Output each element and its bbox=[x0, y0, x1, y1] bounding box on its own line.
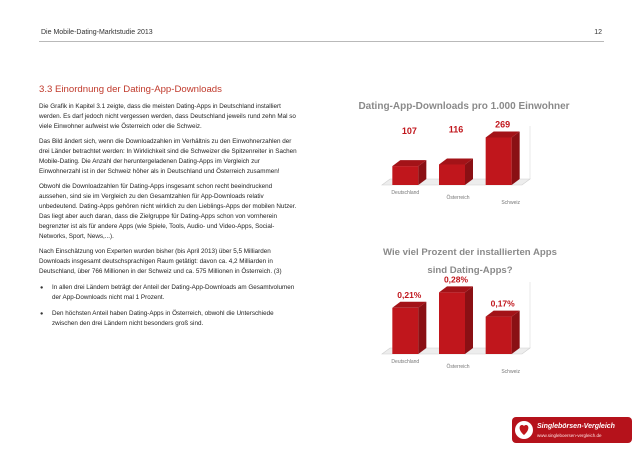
paragraph: Nach Einschätzung von Experten wurden bisher (bis April 2013) über 5,5 Milliarden Downloads insgesamt deutschsprachigen Raum getätigt: davon ca. 4,2 Milliarden in Deutschland, über 766 Millionen in der Schweiz und ca. 575 Millionen in Österreich. (3) bbox=[39, 248, 282, 275]
chart-bar bbox=[439, 292, 465, 354]
logo-url: www.singleboersen-vergleich.de bbox=[537, 433, 602, 438]
chart-bar bbox=[392, 308, 418, 354]
chart-category-label: Schweiz bbox=[501, 369, 520, 375]
chart-data-label: 0,21% bbox=[397, 289, 422, 300]
paragraph: Die Grafik in Kapitel 3.1 zeigte, dass die meisten Dating-Apps in Deutschland installiert werden. Es darf jedoch nicht vergessen werden, dass Deutschland jeweils rund zehn Mal so viele Einwohner aufweist wie Österreich oder die Schweiz. bbox=[39, 103, 296, 130]
chart1-title: Dating-App-Downloads pro 1.000 Einwohner bbox=[358, 101, 570, 112]
chart-data-label: 0,28% bbox=[443, 274, 469, 285]
chart-category-label: Österreich bbox=[446, 195, 470, 201]
chart-data-label: 0,17% bbox=[490, 298, 515, 309]
chart-data-label: 116 bbox=[448, 124, 464, 135]
paragraph: Das Bild ändert sich, wenn die Downloadzahlen im Verhältnis zu den Einwohnerzahlen der drei Länder betrachtet werden: In Wirklichkeit sind die Schweizer die Spitzenreiter in Sachen Mobile-Dating. Die Anzahl der heruntergeladenen Dating-Apps im Vergleich zur Einwohnerzahl ist in der Schweiz höher als in Deutschland und Österreich zusammen! bbox=[39, 138, 297, 175]
chart-bar-side bbox=[512, 131, 520, 185]
chart-data-label: 269 bbox=[495, 119, 511, 130]
page-header-title: Die Mobile-Dating-Marktstudie 2013 bbox=[41, 29, 153, 36]
logo-text: Singlebörsen-Vergleich bbox=[537, 423, 615, 430]
section-heading: 3.3 Einordnung der Dating-App-Downloads bbox=[39, 84, 222, 95]
footer-logo bbox=[512, 417, 632, 443]
chart-bar-side bbox=[512, 311, 520, 354]
chart-bar bbox=[486, 317, 512, 354]
chart-category-label: Schweiz bbox=[501, 200, 520, 206]
chart-bar-side bbox=[465, 286, 473, 354]
chart-bar bbox=[392, 166, 418, 185]
paragraph: Obwohl die Downloadzahlen für Dating-Apps insgesamt schon recht beeindruckend aussehen, sind sie im Vergleich zu den Gesamtzahlen für App-Downloads relativ unbedeutend. Dating-Apps gehören nicht wirklich zu den Lieblings-Apps der mobilen Nutzer. Das liegt aber auch daran, dass die Zielgruppe für Dating-Apps schon von vornherein begrenzter ist als für andere Apps (wie Spiele, Tools, Audio- und Video-Apps, Social-Networks, Sport, News,...). bbox=[39, 183, 297, 240]
chart2-title-line: sind Dating-Apps? bbox=[427, 265, 513, 276]
chart-data-label: 107 bbox=[401, 126, 417, 137]
chart2-title bbox=[340, 244, 600, 280]
chart-category-label: Österreich bbox=[446, 364, 470, 370]
chart2-title-line: Wie viel Prozent der installierten Apps bbox=[383, 247, 557, 258]
chart-bar bbox=[439, 165, 465, 185]
chart-category-label: Deutschland bbox=[391, 190, 420, 196]
chart-bar-side bbox=[418, 302, 426, 354]
bullet-item: ● In allen drei Ländern beträgt der Anteil der Dating-App-Downloads am Gesamtvolumen der App-Downloads nicht mal 1 Prozent. bbox=[52, 283, 301, 303]
chart-bar bbox=[486, 137, 512, 185]
bullet-list bbox=[39, 283, 301, 329]
chart2 bbox=[372, 274, 572, 380]
chart-category-label: Deutschland bbox=[391, 359, 420, 365]
chart1 bbox=[372, 119, 572, 212]
page-number: 12 bbox=[594, 29, 602, 36]
text-column bbox=[39, 102, 301, 335]
bullet-item: ● Den höchsten Anteil haben Dating-Apps in Österreich, obwohl die Unterschiede zwischen den drei Ländern nicht besonders groß sind. bbox=[52, 309, 301, 329]
header-divider bbox=[39, 41, 604, 42]
